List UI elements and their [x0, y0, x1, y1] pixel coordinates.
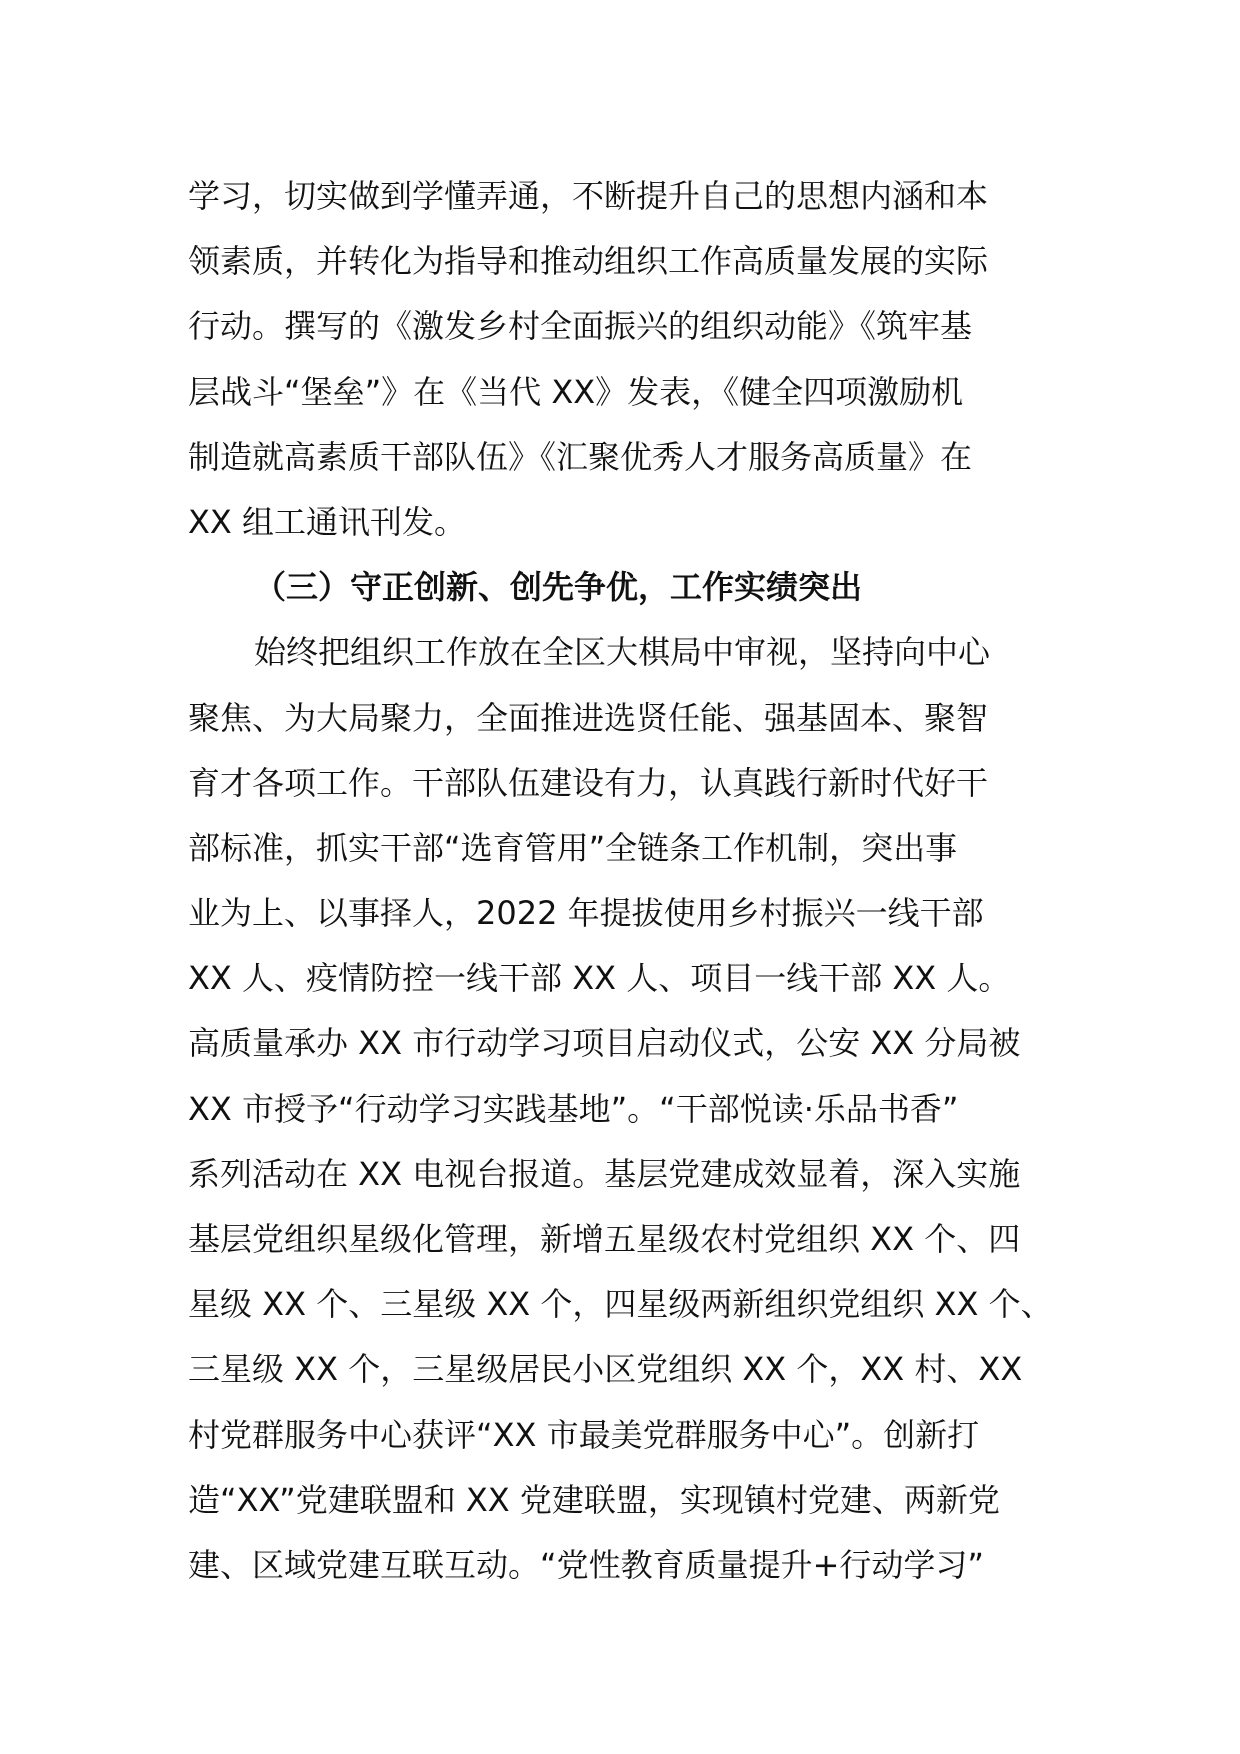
text-line: 行动。撰写的《激发乡村全面振兴的组织动能》《筑牢基	[188, 307, 973, 346]
body-text	[188, 164, 1068, 1598]
text-line: 系列活动在 XX 电视台报道。基层党建成效显着，深入实施	[188, 1154, 1021, 1193]
paragraph-first-line: 始终把组织工作放在全区大棋局中审视，坚持向中心	[254, 633, 991, 672]
text-line: 层战斗“堡垒”》在《当代 XX》发表，《健全四项激励机	[188, 372, 964, 411]
text-line: 育才各项工作。干部队伍建设有力，认真践行新时代好干	[188, 763, 989, 802]
text-line: 学习，切实做到学懂弄通，不断提升自己的思想内涵和本	[188, 177, 989, 215]
text-line: 制造就高素质干部队伍》《汇聚优秀人才服务高质量》在	[188, 437, 973, 476]
text-line: 村党群服务中心获评“XX 市最美党群服务中心”。创新打	[188, 1415, 980, 1454]
text-line: 三星级 XX 个，三星级居民小区党组织 XX 个，XX 村、XX	[188, 1350, 1023, 1389]
text-line: 聚焦、为大局聚力，全面推进选贤任能、强基固本、聚智	[188, 698, 989, 737]
text-line: 部标准，抓实干部“选育管用”全链条工作机制，突出事	[188, 828, 958, 867]
text-line: 基层党组织星级化管理，新增五星级农村党组织 XX 个、四	[188, 1220, 1021, 1258]
text-line: 建、区域党建互联互动。“党性教育质量提升+行动学习”	[188, 1545, 984, 1584]
text-line: XX 组工通讯刊发。	[188, 502, 467, 541]
section-heading: （三）守正创新、创先争优，工作实绩突出	[254, 568, 863, 607]
text-line: 领素质，并转化为指导和推动组织工作高质量发展的实际	[188, 242, 989, 281]
text-line: 星级 XX 个、三星级 XX 个，四星级两新组织党组织 XX 个、	[188, 1285, 1053, 1324]
text-line: XX 人、疫情防控一线干部 XX 人、项目一线干部 XX 人。	[188, 959, 1011, 998]
text-line: 造“XX”党建联盟和 XX 党建联盟，实现镇村党建、两新党	[188, 1480, 1000, 1519]
text-line: 业为上、以事择人，2022 年提拔使用乡村振兴一线干部	[188, 894, 984, 933]
text-line: 高质量承办 XX 市行动学习项目启动仪式，公安 XX 分局被	[188, 1024, 1021, 1063]
text-line: XX 市授予“行动学习实践基地”。“干部悦读·乐品书香”	[188, 1089, 959, 1128]
